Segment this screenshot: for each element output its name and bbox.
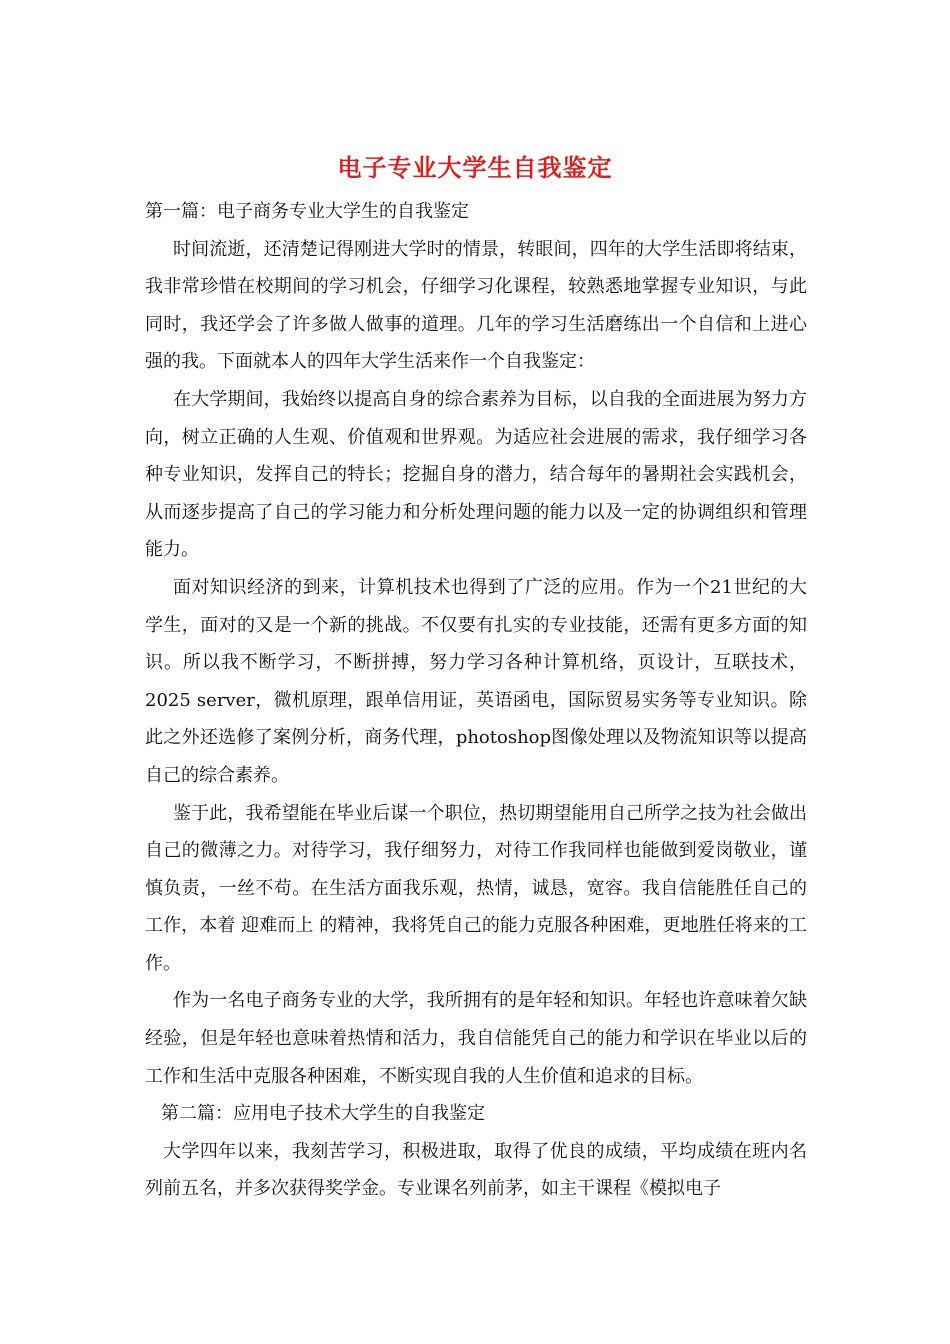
paragraph: 时间流逝，还清楚记得刚进大学时的情景，转眼间，四年的大学生活即将结束，我非常珍惜在校期间的学习机会，仔细学习化课程，较熟悉地掌握专业知识，与此同时，我还学会了许多做人做事的道理。几年的学习生活磨练出一个自信和上进心强的我。下面就本人的四年大学生活来作一个自我鉴定： bbox=[145, 238, 807, 373]
section-heading: 第二篇：应用电子技术大学生的自我鉴定 bbox=[161, 1103, 485, 1125]
paragraph: 在大学期间，我始终以提高自身的综合素养为目标，以自我的全面进展为努力方向，树立正确的人生观、价值观和世界观。为适应社会进展的需求，我仔细学习各种专业知识，发挥自己的特长；挖掘自身的潜力，结合每年的暑期社会实践机会，从而逐步提高了自己的学习能力和分析处理问题的能力以及一定的协调组织和管理能力。 bbox=[145, 388, 807, 561]
paragraph: 大学四年以来，我刻苦学习，积极进取，取得了优良的成绩，平均成绩在班内名列前五名，并多次获得奖学金。专业课名列前茅，如主干课程《模拟电子 bbox=[145, 1140, 807, 1200]
document-body bbox=[145, 193, 807, 1208]
section-heading: 第一篇：电子商务专业大学生的自我鉴定 bbox=[145, 201, 469, 222]
paragraph: 鉴于此，我希望能在毕业后谋一个职位，热切期望能用自己所学之技为社会做出自己的微薄之力。对待学习，我仔细努力，对待工作我同样也能做到爱岗敬业，谨慎负责，一丝不苟。在生活方面我乐观，热情，诚恳，宽容。我自信能胜任自己的工作，本着 迎难而上 的精神，我将凭自己的能力克服各种困难，更地胜任将来的工作。 bbox=[145, 802, 807, 974]
paragraph: 面对知识经济的到来，计算机技术也得到了广泛的应用。作为一个21世纪的大学生，面对的又是一个新的挑战。不仅要有扎实的专业技能，还需有更多方面的知识。所以我不断学习，不断拼搏，努力学习各种计算机络，页设计，互联技术，2025 server，微机原理，跟单信用证，英语函电，国际贸易实务等专业知识。除此之外还选修了案例分析，商务代理，photoshop图像处理以及物流知识等以提高自己的综合素养。 bbox=[145, 576, 807, 786]
document-title: 电子专业大学生自我鉴定 bbox=[337, 154, 613, 182]
paragraph: 作为一名电子商务专业的大学，我所拥有的是年轻和知识。年轻也许意味着欠缺经验，但是年轻也意味着热情和活力，我自信能凭自己的能力和学识在毕业以后的工作和生活中克服各种困难，不断实现自我的人生价值和追求的目标。 bbox=[145, 990, 807, 1087]
